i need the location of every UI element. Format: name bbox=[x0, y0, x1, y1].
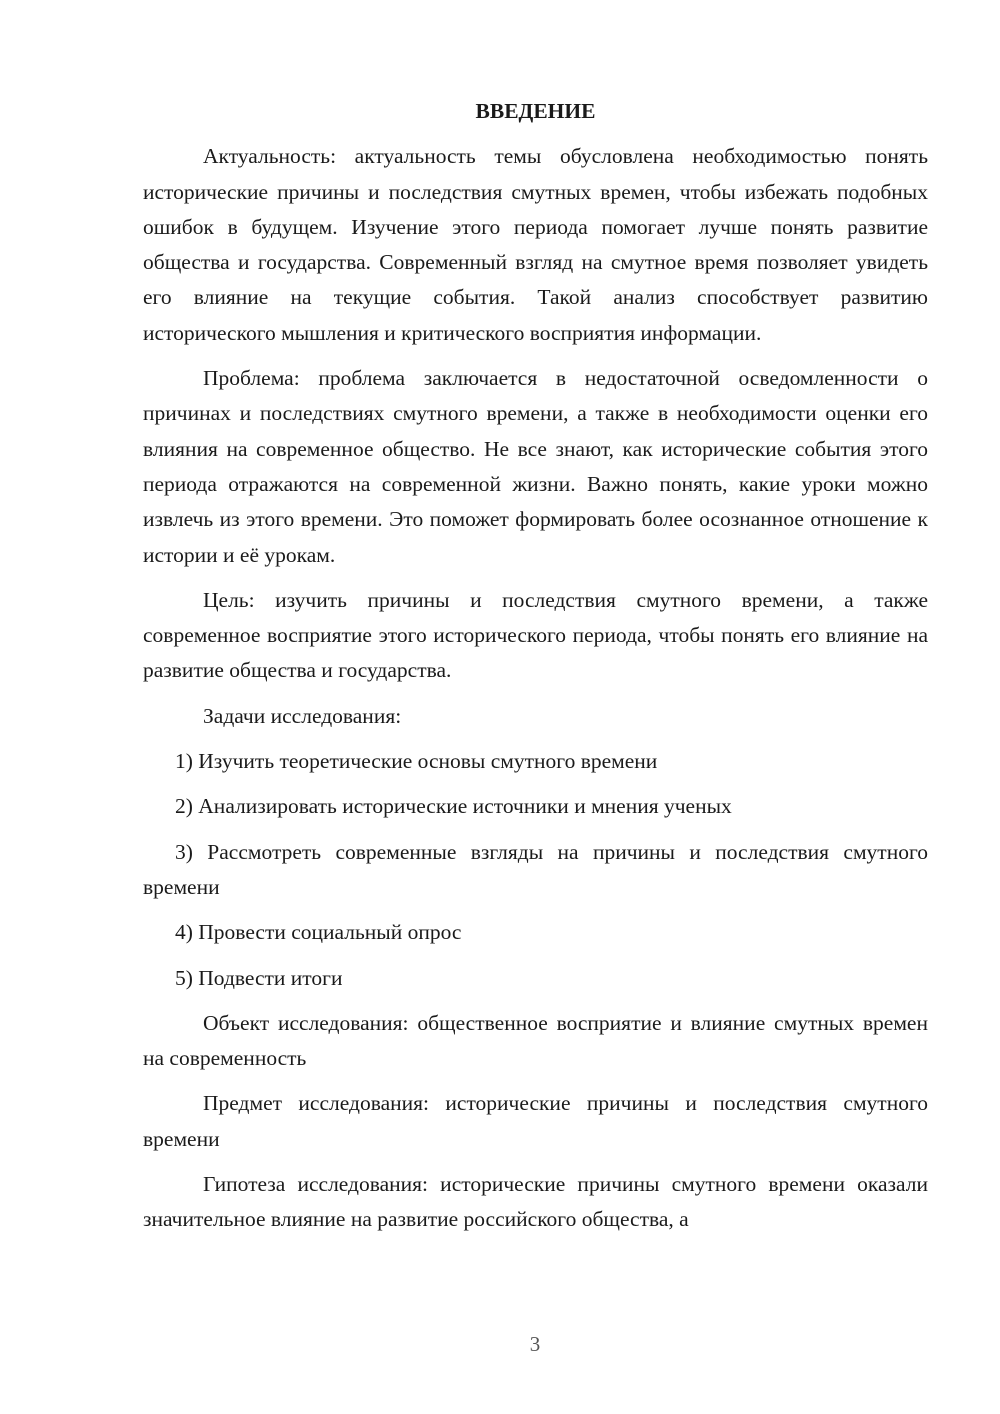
task-item: 1) Изучить теоретические основы смутного времени bbox=[175, 749, 658, 774]
paragraph-object: Объект исследования: общественное восприятие и влияние смутных времен на современность bbox=[143, 1010, 928, 1071]
task-item: 3) Рассмотреть современные взгляды на причины и последствия смутного времени bbox=[143, 839, 928, 899]
paragraph-problem: Проблема: проблема заключается в недостаточной осведомленности о причинах и последствиях смутного времени, а также в необходимости оценки его влияния на современное общество. Не все знают, как исторические события этого периода отражаются на современной жизни. Важно понять, какие уроки можно извлечь из этого времени. Это поможет формировать более осознанное отношение к истории и её урокам. bbox=[143, 366, 928, 567]
page-number: 3 bbox=[529, 1332, 541, 1356]
paragraph-goal: Цель: изучить причины и последствия смутного времени, а также современное восприятие этого исторического периода, чтобы понять его влияние на развитие общества и государства. bbox=[143, 587, 928, 683]
paragraph-subject: Предмет исследования: исторические причины и последствия смутного времени bbox=[143, 1091, 928, 1151]
paragraph-hypothesis: Гипотеза исследования: исторические причины смутного времени оказали значительное влияние на развитие российского общества, а bbox=[143, 1172, 928, 1232]
tasks-heading: Задачи исследования: bbox=[203, 703, 402, 728]
task-item: 4) Провести социальный опрос bbox=[175, 920, 462, 945]
task-item: 5) Подвести итоги bbox=[175, 965, 343, 990]
section-heading: ВВЕДЕНИЕ bbox=[475, 99, 596, 123]
task-item: 2) Анализировать исторические источники и мнения ученых bbox=[175, 794, 732, 819]
document-body bbox=[143, 94, 928, 1238]
paragraph-relevance: Актуальность: актуальность темы обусловлена необходимостью понять исторические причины и последствия смутных времен, чтобы избежать подобных ошибок в будущем. Изучение этого периода помогает лучше понять развитие общества и государства. Современный взгляд на смутное время позволяет увидеть его влияние на текущие события. Такой анализ способствует развитию исторического мышления и критического восприятия информации. bbox=[143, 144, 928, 345]
